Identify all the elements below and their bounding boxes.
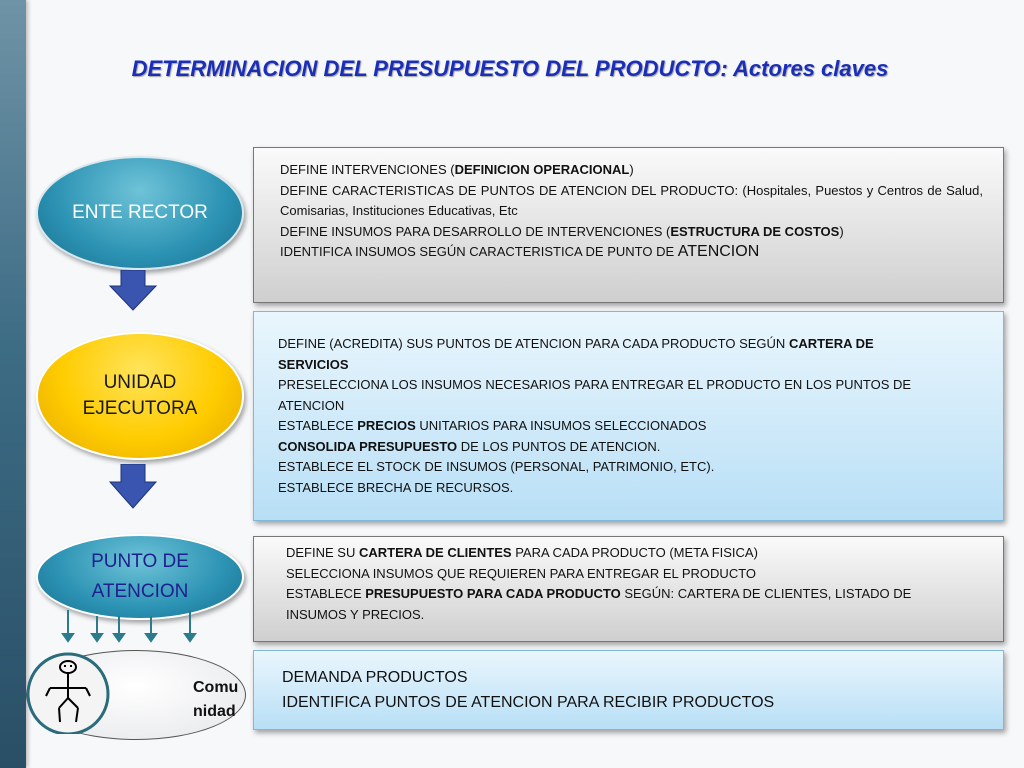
panel4-line2: IDENTIFICA PUNTOS DE ATENCION PARA RECIBIR PRODUCTOS	[282, 694, 775, 711]
panel1-line2: DEFINE CARACTERISTICAS DE PUNTOS DE ATENCION DEL PRODUCTO: (Hospitales, Puestos y Centros de Salud, Comisarias, Instituciones Educativas, Etc	[280, 182, 983, 218]
panel2-line4: CONSOLIDA PRESUPUESTO DE LOS PUNTOS DE ATENCION.	[278, 438, 661, 454]
panel2-line2: PRESELECCIONA LOS INSUMOS NECESARIOS PARA ENTREGAR EL PRODUCTO EN LOS PUNTOS DE ATENCION	[278, 377, 912, 413]
punto-label-line1: PUNTO DE	[91, 551, 189, 572]
panel2-line1: DEFINE (ACREDITA) SUS PUNTOS DE ATENCION PARA CADA PRODUCTO SEGÚN CARTERA DE SERVICIOS	[278, 336, 874, 372]
unidad-ejecutora-ellipse	[36, 332, 244, 460]
stick-figure-icon	[26, 652, 110, 734]
sidebar-stripe	[0, 0, 26, 768]
panel2-line3: ESTABLECE PRECIOS UNITARIOS PARA INSUMOS SELECCIONADOS	[278, 418, 707, 433]
panel4-line1: DEMANDA PRODUCTOS	[282, 669, 468, 686]
comunidad-label-line1: Comu	[193, 679, 239, 696]
unidad-ejecutora-panel	[253, 311, 1004, 521]
comunidad-label-line2: nidad	[193, 703, 236, 720]
panel3-line2: SELECCIONA INSUMOS QUE REQUIEREN PARA ENTREGAR EL PRODUCTO	[286, 565, 757, 581]
punto-atencion-panel	[253, 536, 1004, 642]
down-arrow-icon	[108, 270, 158, 312]
panel1-line3: DEFINE INSUMOS PARA DESARROLLO DE INTERVENCIONES (ESTRUCTURA DE COSTOS)	[280, 223, 844, 239]
panel1-line4: IDENTIFICA INSUMOS SEGÚN CARACTERISTICA DE PUNTO DE ATENCION	[280, 243, 760, 260]
panel3-line1: DEFINE SU CARTERA DE CLIENTES PARA CADA PRODUCTO (META FISICA)	[286, 545, 758, 560]
panel2-line5: ESTABLECE EL STOCK DE INSUMOS (PERSONAL, PATRIMONIO, ETC).	[278, 459, 715, 474]
ente-rector-ellipse	[36, 156, 244, 270]
comunidad-panel	[253, 650, 1004, 730]
punto-label-line2: ATENCION	[91, 581, 189, 602]
down-arrow-icon	[108, 464, 158, 510]
ente-rector-label: ENTE RECTOR	[72, 202, 208, 223]
slide-title: DETERMINACION DEL PRESUPUESTO DEL PRODUCTO: Actores claves	[131, 56, 889, 81]
panel2-line6: ESTABLECE BRECHA DE RECURSOS.	[278, 479, 514, 495]
small-down-arrows-icon	[50, 608, 210, 644]
comunidad-label	[193, 676, 238, 724]
panel3-line3: ESTABLECE PRESUPUESTO PARA CADA PRODUCTO SEGÚN: CARTERA DE CLIENTES, LISTADO DE INSUMOS Y PRECIOS.	[286, 586, 912, 622]
ente-rector-panel	[253, 147, 1004, 303]
panel1-line1: DEFINE INTERVENCIONES (DEFINICION OPERACIONAL)	[280, 162, 634, 177]
unidad-label-line1: UNIDAD	[103, 372, 177, 393]
unidad-label-line2: EJECUTORA	[82, 398, 198, 419]
